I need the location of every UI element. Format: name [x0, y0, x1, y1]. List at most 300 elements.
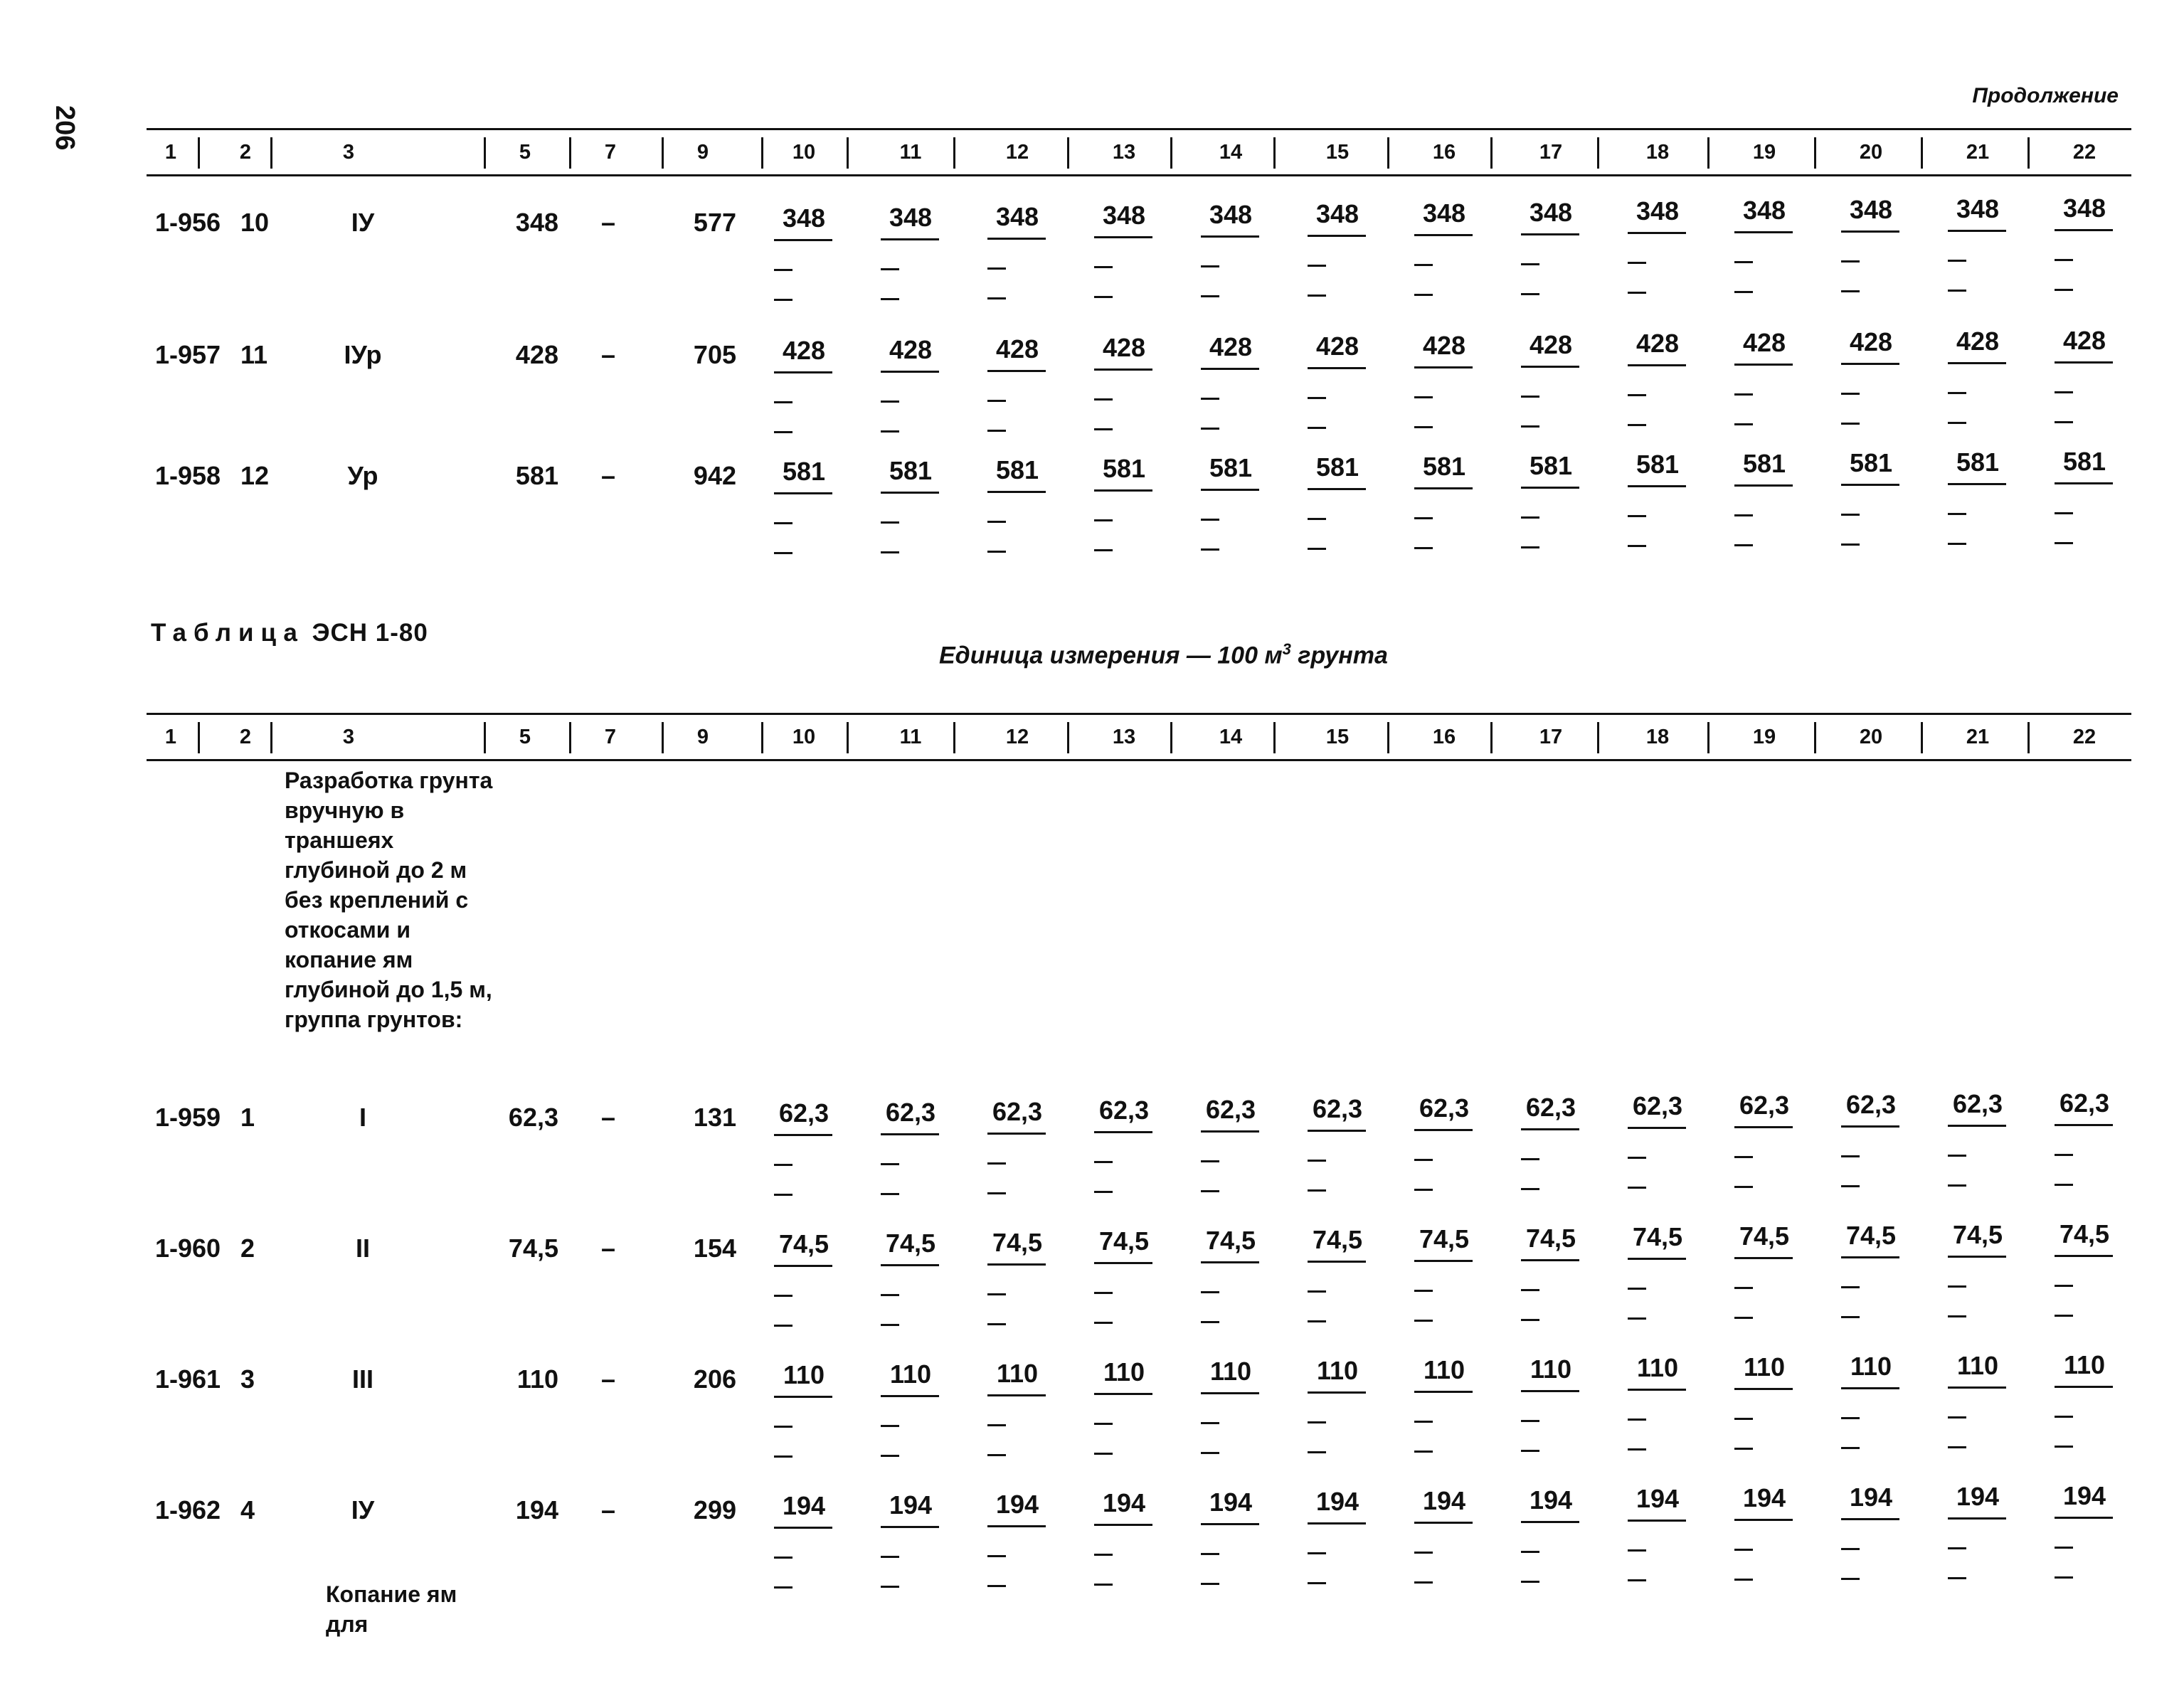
empty-dash: [1841, 1155, 1860, 1157]
empty-dash: [881, 268, 899, 270]
fraction-value: 74,5: [1205, 1226, 1256, 1256]
fraction-cell: [1935, 194, 2020, 224]
fraction-line: [881, 238, 939, 240]
empty-dash: [2055, 421, 2073, 423]
header-top-col-13: 13: [1112, 141, 1136, 164]
empty-dash: [1201, 1553, 1219, 1555]
empty-dash: [1948, 1446, 1966, 1448]
fraction-cell: [1401, 1093, 1487, 1123]
fraction-cell: [1722, 449, 1807, 479]
empty-dash: [2055, 1154, 2073, 1156]
fraction-value: 74,5: [1098, 1226, 1150, 1256]
fraction-cell: [1828, 1221, 1914, 1251]
fraction-value: 348: [1529, 197, 1573, 227]
empty-dash: [1734, 1317, 1753, 1319]
empty-dash: [1094, 398, 1113, 401]
fraction-cell: [1295, 1487, 1380, 1517]
fraction-cell: [975, 1228, 1060, 1258]
empty-dash: [774, 1557, 793, 1559]
fraction-line: [1734, 231, 1793, 233]
empty-dash: [1734, 1579, 1753, 1581]
fraction-line: [881, 371, 939, 373]
fraction-line: [1948, 483, 2006, 485]
empty-dash: [2055, 289, 2073, 291]
fraction-cell: [868, 1098, 953, 1128]
col-7-value: –: [601, 208, 616, 237]
fraction-line: [1521, 233, 1579, 235]
fraction-cell: [1615, 1222, 1700, 1252]
fraction-cell: [1081, 201, 1167, 230]
empty-dash: [774, 522, 793, 524]
empty-dash: [1201, 548, 1219, 551]
unit-of-measure: [939, 640, 1388, 669]
header-main-separator: [1921, 722, 1923, 753]
fraction-value: 581: [1315, 452, 1359, 482]
fraction-value: 62,3: [2059, 1088, 2110, 1118]
empty-dash: [1734, 393, 1753, 396]
empty-dash: [1948, 1155, 1966, 1157]
fraction-value: 110: [1636, 1353, 1679, 1383]
header-main-separator: [761, 722, 763, 753]
header-main-col-16: 16: [1432, 726, 1456, 748]
fraction-value: 110: [1103, 1357, 1145, 1387]
empty-dash: [1521, 263, 1539, 265]
fraction-cell: [1935, 1351, 2020, 1381]
row-number: 10: [240, 208, 270, 237]
empty-dash: [1841, 393, 1860, 395]
header-main-col-1: 1: [164, 726, 177, 748]
fraction-cell: [1401, 331, 1487, 361]
fraction-line: [1308, 367, 1366, 369]
soil-group: Ур: [347, 461, 378, 490]
fraction-cell: [868, 1229, 953, 1258]
fraction-value: 110: [889, 1359, 932, 1389]
fraction-line: [881, 1526, 939, 1528]
header-top-separator: [953, 137, 955, 169]
fraction-line: [774, 239, 832, 241]
fraction-line: [1841, 363, 1899, 365]
empty-dash: [1948, 1416, 1966, 1418]
empty-dash: [1734, 261, 1753, 263]
empty-dash: [1628, 1187, 1646, 1189]
header-top-separator: [1170, 137, 1172, 169]
header-top-separator: [1387, 137, 1389, 169]
fraction-value: 74,5: [1632, 1222, 1683, 1252]
fraction-line: [1841, 230, 1899, 233]
fraction-value: 194: [782, 1491, 826, 1520]
header-top-col-22: 22: [2072, 141, 2096, 164]
fraction-line: [1734, 484, 1793, 487]
fraction-cell: [1722, 1091, 1807, 1120]
fraction-cell: [1401, 1224, 1487, 1254]
fraction-value: 74,5: [1525, 1223, 1576, 1253]
fraction-cell: [1081, 1096, 1167, 1125]
header-main-separator: [1707, 722, 1709, 753]
row-number: 12: [240, 461, 270, 490]
fraction-value: 194: [995, 1489, 1039, 1519]
table-title: [151, 619, 428, 647]
header-top-col-3: 3: [342, 141, 355, 164]
fraction-cell: [1188, 200, 1273, 230]
empty-dash: [2055, 1315, 2073, 1317]
fraction-value: 581: [1529, 450, 1573, 480]
fraction-value: 194: [1422, 1485, 1466, 1515]
header-main-separator: [569, 722, 571, 753]
empty-dash: [1094, 296, 1113, 298]
fraction-cell: [1828, 195, 1914, 225]
header-main-separator: [198, 722, 200, 753]
continuation-label: Продолжение: [1972, 84, 2119, 107]
fraction-cell: [1828, 1483, 1914, 1512]
empty-dash: [1734, 291, 1753, 293]
fraction-line: [1414, 1260, 1473, 1262]
empty-dash: [987, 1555, 1006, 1557]
fraction-value: 110: [1423, 1354, 1465, 1384]
empty-dash: [1308, 518, 1326, 520]
header-top-separator: [484, 137, 486, 169]
fraction-line: [1201, 489, 1259, 491]
empty-dash: [1201, 265, 1219, 267]
empty-dash: [1308, 1320, 1326, 1322]
header-top-col-2: 2: [239, 141, 252, 164]
fraction-value: 428: [1529, 329, 1573, 359]
row-number: 1: [240, 1103, 255, 1132]
fraction-cell: [975, 334, 1060, 364]
header-main-separator: [953, 722, 955, 753]
fraction-line: [1628, 1258, 1686, 1260]
fraction-line: [774, 1527, 832, 1529]
empty-dash: [987, 1293, 1006, 1295]
fraction-cell: [975, 455, 1060, 485]
empty-dash: [1201, 1190, 1219, 1192]
empty-dash: [1628, 424, 1646, 426]
empty-dash: [987, 1192, 1006, 1194]
col-5-value: 110: [516, 1364, 558, 1394]
empty-dash: [1628, 394, 1646, 396]
row-code: 1-961: [155, 1364, 221, 1394]
empty-dash: [987, 1323, 1006, 1325]
header-main-col-21: 21: [1966, 726, 1990, 748]
fraction-cell: [1828, 1352, 1914, 1382]
fraction-line: [1308, 1522, 1366, 1524]
empty-dash: [1201, 295, 1219, 297]
fraction-value: 62,3: [1312, 1094, 1363, 1123]
header-top-col-21: 21: [1966, 141, 1990, 164]
col-5-value: 62,3: [508, 1103, 558, 1132]
fraction-cell: [1295, 1094, 1380, 1124]
empty-dash: [1948, 1547, 1966, 1549]
fraction-line: [1521, 1259, 1579, 1261]
header-main-col-2: 2: [239, 726, 252, 748]
empty-dash: [1948, 1577, 1966, 1579]
fraction-value: 348: [1849, 195, 1893, 224]
fraction-value: 110: [996, 1358, 1039, 1388]
fraction-line: [987, 491, 1046, 493]
empty-dash: [774, 1586, 793, 1589]
header-top-col-17: 17: [1539, 141, 1563, 164]
col-5-value: 194: [515, 1495, 558, 1524]
fraction-cell: [1508, 1354, 1594, 1384]
empty-dash: [1948, 543, 1966, 545]
empty-dash: [1628, 1418, 1646, 1421]
fraction-value: 194: [1636, 1484, 1680, 1514]
empty-dash: [1414, 1290, 1433, 1292]
empty-dash: [1201, 1321, 1219, 1323]
fraction-line: [1414, 1522, 1473, 1524]
row-code: 1-962: [155, 1495, 221, 1524]
fraction-value: 581: [1422, 451, 1466, 481]
empty-dash: [1094, 1584, 1113, 1586]
empty-dash: [1521, 546, 1539, 548]
empty-dash: [1308, 427, 1326, 429]
fraction-line: [1201, 1130, 1259, 1133]
empty-dash: [774, 1164, 793, 1166]
fraction-value: 581: [995, 455, 1039, 484]
empty-dash: [881, 521, 899, 524]
fraction-cell: [2042, 1350, 2127, 1380]
fraction-cell: [868, 203, 953, 233]
fraction-line: [1308, 1261, 1366, 1263]
fraction-value: 110: [1209, 1357, 1252, 1386]
fraction-cell: [1508, 1485, 1594, 1515]
empty-dash: [1308, 397, 1326, 399]
fraction-cell: [1295, 199, 1380, 229]
fraction-cell: [1508, 330, 1594, 360]
empty-dash: [1841, 1286, 1860, 1288]
fraction-cell: [1722, 1352, 1807, 1382]
fraction-value: 62,3: [1952, 1088, 2003, 1118]
fraction-cell: [1722, 1221, 1807, 1251]
empty-dash: [1201, 1583, 1219, 1585]
empty-dash: [1521, 1581, 1539, 1583]
header-main-col-7: 7: [604, 726, 617, 748]
fraction-value: 194: [1209, 1488, 1253, 1517]
header-top-separator: [569, 137, 571, 169]
empty-dash: [1521, 1289, 1539, 1291]
empty-dash: [1948, 1285, 1966, 1288]
fraction-line: [2055, 1124, 2113, 1126]
fraction-value: 110: [783, 1360, 825, 1389]
empty-dash: [1734, 1549, 1753, 1551]
header-top-separator: [662, 137, 664, 169]
fraction-line: [881, 1264, 939, 1266]
fraction-value: 110: [1316, 1356, 1359, 1385]
fraction-line: [1201, 1392, 1259, 1394]
empty-dash: [1414, 1451, 1433, 1453]
fraction-cell: [975, 1359, 1060, 1389]
fraction-cell: [761, 1491, 847, 1521]
header-top-separator: [1273, 137, 1276, 169]
fraction-line: [987, 1263, 1046, 1266]
fraction-cell: [1828, 327, 1914, 357]
fraction-line: [881, 1395, 939, 1397]
fraction-cell: [761, 1098, 847, 1128]
header-main-col-5: 5: [519, 726, 531, 748]
fraction-line: [987, 1394, 1046, 1396]
fraction-value: 194: [889, 1490, 933, 1520]
fraction-cell: [1722, 196, 1807, 226]
empty-dash: [1414, 517, 1433, 519]
empty-dash: [1948, 290, 1966, 292]
header-main-col-3: 3: [342, 726, 355, 748]
fraction-line: [774, 1134, 832, 1136]
empty-dash: [1841, 1578, 1860, 1580]
col-5-value: 74,5: [508, 1234, 558, 1263]
header-main-col-15: 15: [1325, 726, 1350, 748]
fraction-value: 581: [782, 457, 826, 486]
fraction-value: 110: [2063, 1349, 2106, 1379]
fraction-line: [1094, 236, 1152, 238]
fraction-value: 110: [1530, 1354, 1572, 1384]
empty-dash: [1628, 1157, 1646, 1159]
empty-dash: [2055, 1446, 2073, 1448]
empty-dash: [1201, 428, 1219, 430]
empty-dash: [987, 551, 1006, 553]
empty-dash: [774, 401, 793, 403]
fraction-cell: [1935, 327, 2020, 356]
header-top-col-5: 5: [519, 141, 531, 164]
fraction-value: 194: [2062, 1480, 2106, 1510]
fraction-cell: [2042, 1088, 2127, 1118]
fraction-cell: [975, 202, 1060, 232]
fraction-line: [1841, 1518, 1899, 1520]
empty-dash: [881, 1324, 899, 1326]
header-main-separator: [484, 722, 486, 753]
empty-dash: [774, 552, 793, 554]
col-7-value: –: [601, 340, 616, 369]
table-title-word: Таблица: [151, 619, 304, 647]
header-main-separator: [270, 722, 272, 753]
empty-dash: [774, 1295, 793, 1297]
empty-dash: [1521, 1188, 1539, 1190]
fraction-line: [881, 1133, 939, 1135]
fraction-line: [1628, 364, 1686, 366]
header-main-separator: [1273, 722, 1276, 753]
empty-dash: [1948, 392, 1966, 394]
fraction-value: 428: [889, 334, 933, 364]
fraction-line: [1734, 364, 1793, 366]
fraction-line: [1841, 1125, 1899, 1128]
empty-dash: [1628, 545, 1646, 547]
soil-group: IУ: [351, 208, 375, 237]
fraction-value: 74,5: [1952, 1219, 2003, 1249]
empty-dash: [774, 1455, 793, 1458]
empty-dash: [1628, 515, 1646, 517]
fraction-value: 74,5: [992, 1227, 1043, 1257]
fraction-line: [1521, 487, 1579, 489]
empty-dash: [1628, 262, 1646, 264]
empty-dash: [1308, 548, 1326, 550]
header-main-col-20: 20: [1859, 726, 1883, 748]
unit-superscript: 3: [1282, 640, 1291, 658]
fraction-value: 581: [1742, 449, 1786, 479]
header-main-col-17: 17: [1539, 726, 1563, 748]
empty-dash: [1308, 1582, 1326, 1584]
fraction-line: [987, 1133, 1046, 1135]
fraction-value: 428: [1956, 326, 2000, 356]
fraction-cell: [1188, 1488, 1273, 1517]
fraction-value: 348: [995, 201, 1039, 231]
fraction-value: 194: [1742, 1483, 1786, 1513]
fraction-cell: [1188, 1226, 1273, 1256]
fraction-value: 581: [1209, 453, 1253, 483]
empty-dash: [2055, 1285, 2073, 1287]
fraction-value: 428: [1636, 329, 1680, 359]
table-header-main: [147, 713, 2131, 761]
fraction-line: [1841, 1387, 1899, 1389]
fraction-cell: [761, 1229, 847, 1259]
fraction-cell: [2042, 193, 2127, 223]
empty-dash: [1521, 1319, 1539, 1321]
fraction-cell: [2042, 1481, 2127, 1511]
fraction-cell: [868, 456, 953, 486]
fraction-value: 428: [1102, 333, 1146, 363]
fraction-cell: [975, 1097, 1060, 1127]
empty-dash: [1201, 398, 1219, 400]
empty-dash: [1094, 1423, 1113, 1425]
table-title-code: ЭСН 1-80: [312, 619, 428, 647]
unit-text: Единица измерения — 100 м: [939, 642, 1283, 669]
page-number: 206: [50, 105, 80, 151]
header-top-col-12: 12: [1005, 141, 1029, 164]
empty-dash: [881, 1163, 899, 1165]
header-main-col-22: 22: [2072, 726, 2096, 748]
empty-dash: [1734, 1448, 1753, 1450]
empty-dash: [774, 1325, 793, 1327]
fraction-cell: [1508, 1093, 1594, 1123]
fraction-line: [987, 238, 1046, 240]
fraction-value: 74,5: [1739, 1221, 1790, 1251]
col-5-value: 581: [515, 461, 558, 490]
fraction-value: 428: [782, 336, 826, 365]
fraction-value: 348: [1209, 200, 1253, 230]
col-7-value: –: [601, 1103, 616, 1132]
fraction-cell: [1615, 450, 1700, 479]
empty-dash: [1201, 1452, 1219, 1454]
header-main-col-19: 19: [1752, 726, 1776, 748]
header-main-col-12: 12: [1005, 726, 1029, 748]
empty-dash: [2055, 512, 2073, 514]
empty-dash: [1734, 423, 1753, 425]
fraction-line: [1201, 235, 1259, 238]
col-5-value: 428: [515, 340, 558, 369]
empty-dash: [1414, 1552, 1433, 1554]
empty-dash: [1414, 1581, 1433, 1584]
soil-group: IУр: [344, 340, 382, 369]
empty-dash: [1841, 260, 1860, 263]
empty-dash: [1521, 293, 1539, 295]
fraction-cell: [761, 336, 847, 366]
fraction-line: [774, 492, 832, 494]
empty-dash: [1521, 1420, 1539, 1422]
fraction-line: [1948, 1125, 2006, 1127]
empty-dash: [881, 1425, 899, 1427]
empty-dash: [1734, 544, 1753, 546]
empty-dash: [1094, 428, 1113, 430]
soil-group: I: [359, 1103, 366, 1132]
fraction-cell: [1508, 1224, 1594, 1253]
empty-dash: [774, 269, 793, 271]
fraction-line: [1734, 1388, 1793, 1390]
empty-dash: [987, 1424, 1006, 1426]
empty-dash: [2055, 1547, 2073, 1549]
empty-dash: [987, 400, 1006, 402]
header-main-col-10: 10: [792, 726, 816, 748]
empty-dash: [1201, 1291, 1219, 1293]
fraction-value: 62,3: [1632, 1091, 1683, 1121]
fraction-value: 62,3: [1419, 1093, 1470, 1123]
empty-dash: [1734, 1418, 1753, 1420]
